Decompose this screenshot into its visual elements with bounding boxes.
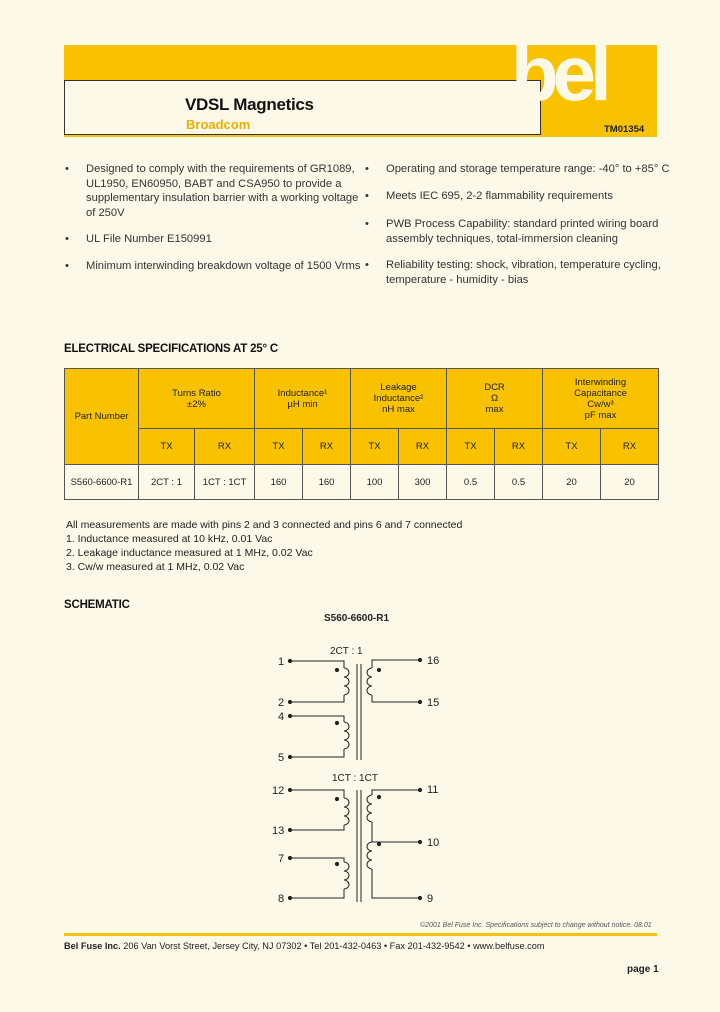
pin-label: 15 — [427, 697, 440, 709]
table-cell: 300 — [399, 465, 447, 500]
list-item: • Minimum interwinding breakdown voltage of 1500 Vrms — [65, 260, 361, 272]
table-cell: 1CT : 1CT — [195, 465, 255, 500]
table-cell: 160 — [255, 465, 303, 500]
schematic-heading: SCHEMATIC — [64, 599, 130, 611]
electrical-specs-table — [64, 368, 659, 500]
pin-label: 12 — [272, 785, 285, 797]
bullet-icon: • — [365, 163, 369, 175]
tx-header: TX — [139, 429, 195, 465]
list-item: • PWB Process Capability: standard printed wiring board assembly techniques, total-immersion cleaning — [365, 218, 659, 245]
pin-label: 8 — [278, 893, 285, 905]
rx-header: RX — [303, 429, 351, 465]
bel-logo — [505, 40, 655, 110]
page-number: page 1 — [627, 964, 659, 975]
tx-header: TX — [351, 429, 399, 465]
part-number-header: Part Number — [65, 369, 139, 465]
pin-label: 7 — [278, 853, 285, 865]
page-subtitle: Broadcom — [186, 117, 251, 132]
bullet-icon: • — [65, 233, 69, 245]
table-cell: 0.5 — [447, 465, 495, 500]
ratio-top-label: 2CT : 1 — [330, 646, 363, 657]
rx-header: RX — [195, 429, 255, 465]
list-item: • UL File Number E150991 — [65, 233, 212, 245]
ratio-bottom-label: 1CT : 1CT — [332, 773, 378, 784]
document-code: TM01354 — [604, 124, 645, 135]
pin-label: 10 — [427, 837, 440, 849]
pin-label: 2 — [278, 697, 285, 709]
dcr-header: DCR Ω max — [447, 369, 543, 429]
bullet-icon: • — [65, 260, 69, 272]
pin-label: 4 — [278, 711, 285, 723]
table-cell: 100 — [351, 465, 399, 500]
pin-label: 16 — [427, 655, 440, 667]
electrical-specs-heading: ELECTRICAL SPECIFICATIONS AT 25° C — [64, 343, 278, 355]
list-item: • Operating and storage temperature range: -40° to +85° C — [365, 163, 670, 175]
list-item: • Designed to comply with the requirements of GR1089, UL1950, EN60950, BABT and CSA950 to provide a supplementary insulation barrier with a working voltage of 250V — [65, 163, 359, 219]
pin-label: 1 — [278, 656, 285, 668]
pin-label: 5 — [278, 752, 285, 764]
bottom-transformer — [288, 788, 421, 902]
company-address: 206 Van Vorst Street, Jersey City, NJ 07302 • Tel 201-432-0463 • Fax 201-432-9542 • www.belfuse.com — [120, 941, 545, 951]
pin-label: 9 — [427, 893, 434, 905]
leakage-inductance-header: Leakage Inductance² nH max — [351, 369, 447, 429]
rx-header: RX — [601, 429, 659, 465]
table-cell: 160 — [303, 465, 351, 500]
rx-header: RX — [495, 429, 543, 465]
transformer-schematic — [260, 640, 460, 910]
bullet-icon: • — [65, 163, 69, 175]
list-item: • Reliability testing: shock, vibration, temperature cycling, temperature - humidity - bias — [365, 259, 661, 286]
table-cell: 2CT : 1 — [139, 465, 195, 500]
bullet-icon: • — [365, 259, 369, 271]
page-title: VDSL Magnetics — [185, 95, 314, 114]
table-cell: 20 — [601, 465, 659, 500]
pin-label: 13 — [272, 825, 285, 837]
rx-header: RX — [399, 429, 447, 465]
capacitance-header: Interwinding Capacitance Cw/w³ pF max — [543, 369, 659, 429]
list-item: • Meets IEC 695, 2-2 flammability requirements — [365, 190, 613, 202]
company-name: Bel Fuse Inc. — [64, 941, 121, 951]
tx-header: TX — [255, 429, 303, 465]
bullet-icon: • — [365, 218, 369, 230]
top-transformer — [288, 658, 421, 760]
table-cell: 20 — [543, 465, 601, 500]
tx-header: TX — [543, 429, 601, 465]
copyright-notice: ©2001 Bel Fuse Inc. Specifications subject to change without notice. 08.01 — [420, 922, 652, 929]
bullet-icon: • — [365, 190, 369, 202]
measurement-notes: All measurements are made with pins 2 and 3 connected and pins 6 and 7 connected 1. Inductance measured at 10 kHz, 0.01 Vac 2. Leakage inductance measured at 1 MHz, 0.02 Vac 3. Cw/w measured at 1 MHz, 0.02 Vac — [66, 519, 463, 573]
schematic-part-number: S560-6600-R1 — [324, 613, 390, 624]
bel-logo-text: bel — [511, 40, 606, 110]
inductance-header: Inductance¹ µH min — [255, 369, 351, 429]
footer-divider — [64, 933, 657, 936]
table-cell-part: S560-6600-R1 — [65, 465, 139, 500]
table-cell: 0.5 — [495, 465, 543, 500]
turns-ratio-header: Turns Ratio ±2% — [139, 369, 255, 429]
footer-contact — [64, 941, 545, 951]
tx-header: TX — [447, 429, 495, 465]
pin-label: 11 — [427, 784, 439, 796]
table-row — [65, 465, 659, 500]
